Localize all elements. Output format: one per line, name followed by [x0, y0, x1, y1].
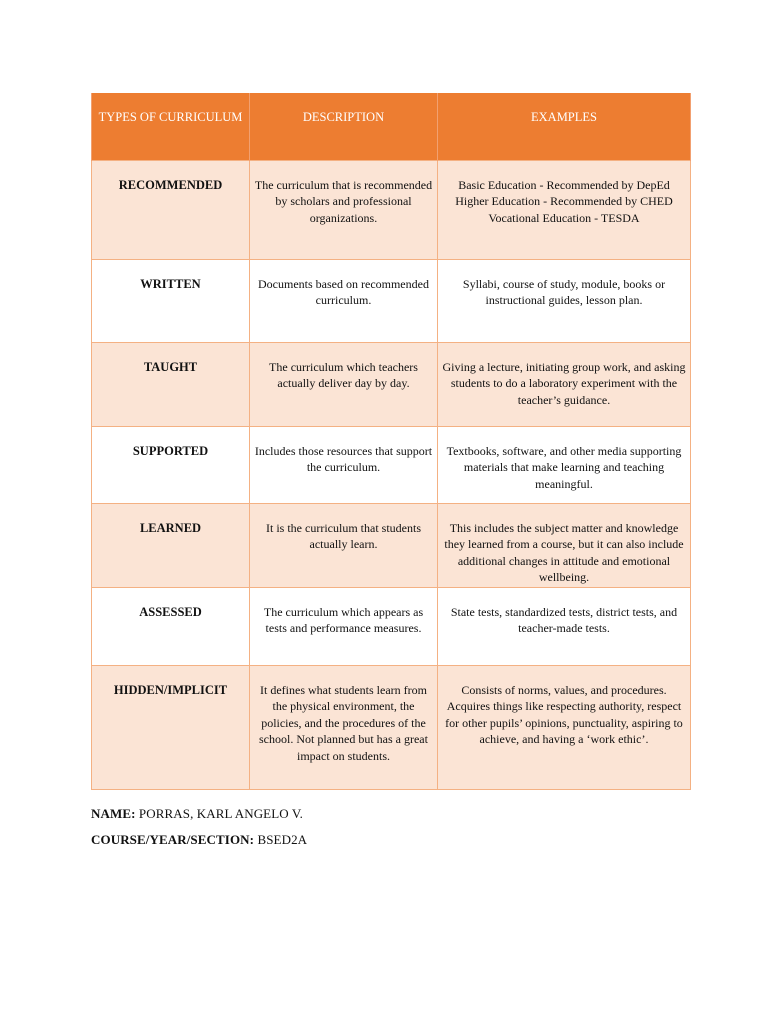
- type-cell: ASSESSED: [92, 587, 250, 665]
- examples-cell: Textbooks, software, and other media supporting materials that make learning and teaching meaningful.: [438, 426, 691, 503]
- description-cell: Includes those resources that support the curriculum.: [250, 426, 438, 503]
- examples-cell: Consists of norms, values, and procedures. Acquires things like respecting authority, respect for other pupils’ opinions, punctuality, aspiring to achieve, and having a ‘work ethic’.: [438, 665, 691, 789]
- table-row: [92, 665, 691, 789]
- name-label: NAME:: [91, 806, 136, 821]
- course-label: COURSE/YEAR/SECTION:: [91, 832, 255, 847]
- example-line: Vocational Education - TESDA: [488, 210, 640, 225]
- examples-cell: [438, 160, 691, 259]
- example-line: Higher Education - Recommended by CHED: [455, 194, 673, 208]
- name-value: PORRAS, KARL ANGELO V.: [138, 806, 304, 821]
- table-row: [92, 503, 691, 587]
- description-cell: It defines what students learn from the physical environment, the policies, and the procedures of the school. Not planned but has a great impact on students.: [250, 665, 438, 789]
- description-cell: The curriculum that is recommended by scholars and professional organizations.: [250, 160, 438, 259]
- examples-cell: State tests, standardized tests, district tests, and teacher-made tests.: [438, 587, 691, 665]
- example-line: Basic Education - Recommended by DepEd: [458, 177, 670, 192]
- header-examples: EXAMPLES: [438, 93, 691, 160]
- description-cell: The curriculum which teachers actually deliver day by day.: [250, 342, 438, 426]
- curriculum-types-table: [91, 93, 691, 790]
- header-types-of-curriculum: TYPES OF CURRICULUM: [92, 93, 250, 160]
- examples-cell: This includes the subject matter and knowledge they learned from a course, but it can also include additional changes in attitude and emotional wellbeing.: [438, 503, 691, 587]
- examples-cell: Giving a lecture, initiating group work, and asking students to do a laboratory experiment with the teacher’s guidance.: [438, 342, 691, 426]
- type-cell: RECOMMENDED: [92, 160, 250, 259]
- description-cell: Documents based on recommended curriculum.: [250, 259, 438, 342]
- table-row: [92, 426, 691, 503]
- table-row: [92, 587, 691, 665]
- table-header-row: [92, 93, 691, 160]
- table-row: [92, 342, 691, 426]
- description-cell: It is the curriculum that students actually learn.: [250, 503, 438, 587]
- type-cell: HIDDEN/IMPLICIT: [92, 665, 250, 789]
- course-year-section-line: [91, 832, 307, 848]
- student-name-line: [91, 806, 303, 822]
- table-row: [92, 259, 691, 342]
- course-value: BSED2A: [257, 832, 308, 847]
- type-cell: TAUGHT: [92, 342, 250, 426]
- examples-cell: Syllabi, course of study, module, books or instructional guides, lesson plan.: [438, 259, 691, 342]
- table-row: [92, 160, 691, 259]
- header-description: DESCRIPTION: [250, 93, 438, 160]
- type-cell: SUPPORTED: [92, 426, 250, 503]
- description-cell: The curriculum which appears as tests and performance measures.: [250, 587, 438, 665]
- type-cell: WRITTEN: [92, 259, 250, 342]
- type-cell: LEARNED: [92, 503, 250, 587]
